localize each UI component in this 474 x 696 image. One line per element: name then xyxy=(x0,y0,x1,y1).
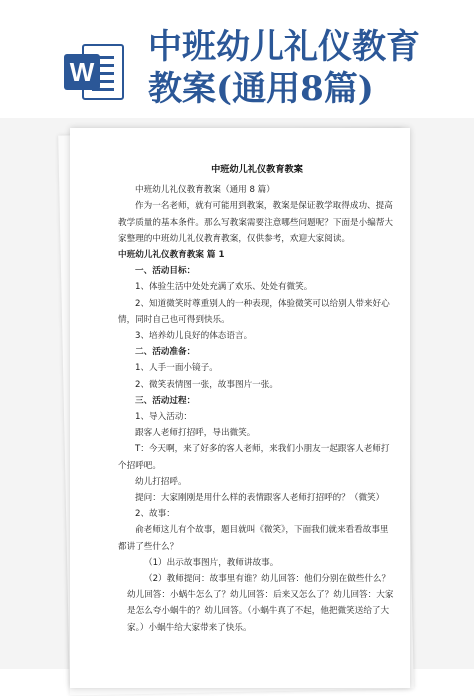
goal-item: 3、培养幼儿良好的体态语言。 xyxy=(135,331,253,342)
section-heading: 中班幼儿礼仪教育教案 篇 1 xyxy=(118,250,225,261)
page-title-line-1: 中班幼儿礼仪教育 xyxy=(148,27,420,67)
prep-item: 2、微笑表情图一张，故事图片一张。 xyxy=(135,379,278,390)
process-heading: 三、活动过程： xyxy=(135,395,196,406)
word-document-icon xyxy=(64,42,126,102)
document-content xyxy=(118,162,396,636)
goal-heading: 一、活动目标： xyxy=(135,266,196,277)
document-subtitle: 中班幼儿礼仪教育教案（通用 8 篇） xyxy=(135,185,275,196)
process-text: T：今天啊，来了好多的客人老师，来我们小朋友一起跟客人老师打个招呼吧。 xyxy=(118,444,390,471)
prep-item: 1、人手一面小镜子。 xyxy=(135,363,218,374)
intro-paragraph: 作为一名老师，就有可能用到教案，教案是保证教学取得成功、提高教学质量的基本条件。那么写教案需要注意哪些问题呢？下面是小编帮大家整理的中班幼儿礼仪教育教案，仅供参考，欢迎大家阅读。 xyxy=(118,201,394,244)
process-text: 幼儿打招呼。 xyxy=(135,476,187,487)
goal-item: 1、体验生活中处处充满了欢乐、处处有微笑。 xyxy=(135,282,313,293)
goal-item: 2、知道微笑时尊重别人的一种表现，体验微笑可以给别人带来好心情，同时自己也可得到快乐。 xyxy=(118,298,390,325)
page-title-line-2: 教案(通用8篇) xyxy=(148,69,374,109)
process-text: 俞老师这儿有个故事，题目就叫《微笑》，下面我们就来看看故事里都讲了些什么？ xyxy=(118,525,389,552)
document-title: 中班幼儿礼仪教育教案 xyxy=(211,164,303,175)
process-text: （1）出示故事图片，教师讲故事。 xyxy=(144,557,279,568)
process-text: 提问：大家刚刚是用什么样的表情跟客人老师打招呼的？（微笑） xyxy=(135,493,385,504)
prep-heading: 二、活动准备： xyxy=(135,347,196,358)
header-banner xyxy=(0,0,474,120)
process-text: 跟客人老师打招呼，导出微笑。 xyxy=(135,428,256,439)
page-title xyxy=(148,26,468,110)
process-step: 1、导入活动： xyxy=(135,412,193,423)
process-step: 2、故事： xyxy=(135,509,175,520)
word-letter-badge: W xyxy=(64,54,100,90)
process-text: （2）教师提问：故事里有谁？幼儿回答：他们分别在做些什么？幼儿回答：小蜗牛怎么了？幼儿回答：后来又怎么了？幼儿回答：大家是怎么夸小蜗牛的？幼儿回答。（小蜗牛真了不起，他把微笑送给了大家。）小蜗牛给大家带来了快乐。 xyxy=(127,574,394,633)
